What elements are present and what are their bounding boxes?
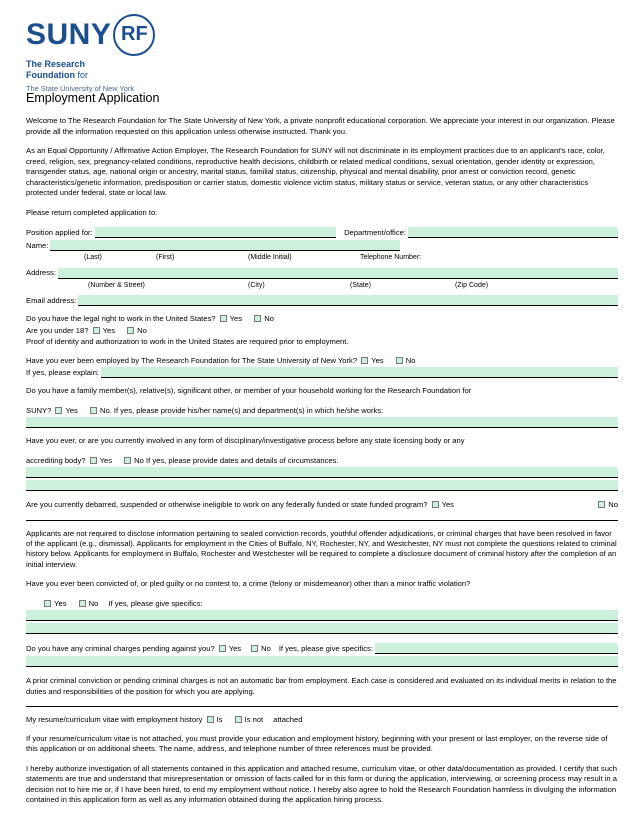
pending-yes-option[interactable] [217,644,241,654]
address-sub-number: (Number & Street) [88,281,145,289]
legal-right-yes-checkbox[interactable] [220,315,227,322]
prev-employed-no-option[interactable] [394,356,416,365]
name-label: Name: [26,240,49,250]
debarred-label: Are you currently debarred, suspended or otherwise ineligible to work on any federally funded or state funded program? [26,500,428,510]
convicted-no-label: No [88,598,99,608]
position-department-row [26,227,618,238]
resume-is-label: Is [216,715,223,725]
disciplinary-no-checkbox[interactable] [124,457,131,464]
under18-no-option[interactable] [125,326,147,335]
criminal-history-notice: Applicants are not required to disclose information pertaining to sealed conviction records, youthful offender adjudications, or criminal charges that have been resolved in favor of the applicant (e.g., dismissal). Applicants for employment in the Cities of Buffalo, NY, Rochester, NY, and Westchester, NY must not complete the questions related to criminal history below. Applicants for employment in Buffalo, Rochester and Westchester will be required to complete a disclosure document of criminal history after the completion of an initial interview. [26,528,617,569]
legal-right-no-label: No [264,314,274,324]
debarred-no-label: No [608,500,618,510]
divider-criminal-top [26,520,618,521]
suny-rf-logo [26,14,618,93]
name-sublabels [26,253,618,263]
logo-foundation-text: Foundation [26,69,75,80]
prev-employed-yes-option[interactable] [359,356,383,365]
criminal-footer-note: A prior criminal conviction or pending criminal charges is not an automatic bar from employment. Each case is considered and evaluated on its individual merits in relation to the duties and responsibilities of the position for which you are applying. [26,676,617,696]
convicted-no-checkbox[interactable] [79,600,86,607]
suny-wordmark: SUNY [26,18,112,51]
pending-yes-label: Yes [228,643,242,653]
previously-employed-question [26,356,618,366]
name-input[interactable] [50,240,400,251]
prev-employed-yes-checkbox[interactable] [361,357,368,364]
convicted-specifics-label: If yes, please give specifics: [108,598,203,608]
department-label: Department/office: [344,227,406,237]
address-sub-state: (State) [350,281,372,289]
prev-employed-no-checkbox[interactable] [396,357,403,364]
email-input[interactable] [78,295,618,306]
logo-subtitle [26,59,618,81]
name-sub-middle: (Middle Initial) [248,254,292,261]
family-yes-label: Yes [65,405,78,415]
under18-no-checkbox[interactable] [127,327,134,334]
prev-employed-no-label: No [405,355,416,365]
disciplinary-yes-label: Yes [99,455,113,465]
pending-no-option[interactable] [249,644,271,654]
disciplinary-no-option[interactable] [122,456,338,465]
position-input[interactable] [95,227,336,238]
disciplinary-yes-option[interactable] [88,456,112,465]
eeo-paragraph: As an Equal Opportunity / Affirmative Action Employer, The Research Foundation for SUNY will not discriminate in its employment practices due to an applicant's race, color, creed, religion, sex, pregnancy-related conditions, reproductive health decisions, childbirth or related medical conditions, sexual orientation, gender identity or expression, transgender status, age, national origin or ancestry, marital status, familial status, citizenship, physical and mental disability, prior arrest or conviction record, genetic characteristics/genetic information, predisposition or carrier status, domestic violence victim status, military status or service, veteran status, or any other characteristics protected under federal, state or local law. [26,146,605,198]
intro-paragraph: Welcome to The Research Foundation for The State University of New York, a private nonprofit educational corporation. We appreciate your interest in our organization. Please provide all the information requested on this application unless otherwise instructed. Thank you. [26,116,615,136]
pending-specifics-input-2[interactable] [26,656,618,667]
telephone-label: Telephone Number: [360,254,422,261]
certification-paragraph: I hereby authorize investigation of all statements contained in this application and attached resume, curriculum vitae, or other data/documentation as provided. I certify that such statements are true and understand that misrepresentation or omission of facts called for in this form or during the application, interviewing, or screening process may result in a decision not to hire me or, if I have been hired, to end my employment without notice. I hereby also agree to hold the Research Foundation harmless in divulging the information contained in this application form as well as any information obtained during the application hiring process. [26,763,617,805]
pending-charges-row [26,643,618,654]
resume-is-not-checkbox[interactable] [235,716,242,723]
department-input[interactable] [408,227,618,238]
pending-no-checkbox[interactable] [251,645,258,652]
prev-employed-yes-label: Yes [371,355,384,365]
previously-employed-label: Have you ever been employed by The Research Foundation for The State University of New York? [26,355,358,365]
logo-tagline: The State University of New York [26,83,135,93]
family-member-question-line2 [26,406,618,416]
prev-employed-explain-label: If yes, please explain: [26,367,100,377]
family-no-text: No. If yes, please provide his/her name(s) and department(s) in which he/she works: [99,405,384,415]
proof-of-identity-note: Proof of identity and authorization to work in the United States are required prior to employment. [26,337,349,347]
logo-subtitle-line1: The Research [26,59,86,69]
debarred-yes-option[interactable] [430,500,454,509]
legal-right-yes-option[interactable] [218,314,242,323]
email-label: Email address: [26,295,77,305]
resume-is-not-option[interactable] [233,715,264,724]
convicted-no-option[interactable] [77,599,99,608]
disciplinary-question-line2 [26,456,618,466]
convicted-answer-row [26,599,618,609]
address-sub-city: (City) [248,281,265,289]
disciplinary-details-input-2[interactable] [26,480,618,491]
convicted-yes-checkbox[interactable] [44,600,51,607]
legal-right-question [26,314,618,324]
legal-right-no-checkbox[interactable] [254,315,261,322]
address-sublabels [26,281,618,291]
legal-right-label: Do you have the legal right to work in the United States? [26,314,216,324]
disciplinary-details-input-1[interactable] [26,467,618,478]
under18-yes-checkbox[interactable] [93,327,100,334]
convicted-specifics-input-1[interactable] [26,610,618,621]
legal-right-yes-label: Yes [229,314,243,324]
address-label: Address: [26,268,56,278]
disciplinary-yes-checkbox[interactable] [90,457,97,464]
name-row-spacer [408,241,618,251]
legal-right-no-option[interactable] [252,314,274,323]
return-instruction: Please return completed application to: [26,207,158,217]
disciplinary-no-text: No If yes, please provide dates and details of circumstances. [134,455,339,465]
resume-is-option[interactable] [205,715,223,724]
convicted-specifics-input-2[interactable] [26,623,618,634]
debarred-no-checkbox[interactable] [598,501,605,508]
family-member-answer-input[interactable] [26,417,618,428]
under18-label: Are you under 18? [26,325,89,335]
name-sub-first: (First) [156,254,175,261]
resume-heading: My resume/curriculum vitae with employment history [26,715,203,725]
resume-is-not-label: Is not [244,715,264,725]
family-no-option[interactable] [88,406,383,415]
resume-attachment-row [26,715,618,725]
prev-employed-explain-input[interactable] [101,367,618,378]
family-yes-option[interactable] [53,406,77,415]
rf-circle-icon: RF [113,14,155,56]
family-no-checkbox[interactable] [90,407,97,414]
email-row [26,295,618,306]
resume-attached-label: attached [273,715,303,725]
address-row [26,268,618,279]
debarred-question [26,500,618,510]
disciplinary-question-line1: Have you ever, or are you currently involved in any form of disciplinary/investigative process before any state licensing body or any [26,436,465,446]
family-yes-checkbox[interactable] [55,407,62,414]
page-title: Employment Application [26,91,160,105]
pending-no-label: No [261,643,271,653]
address-sub-zip: (Zip Code) [455,281,489,289]
resume-is-checkbox[interactable] [207,716,214,723]
logo-wordmark-row [26,14,618,56]
name-sub-last: (Last) [84,254,102,261]
under18-question [26,326,618,336]
pending-charges-label: Do you have any criminal charges pending against you? [26,643,215,653]
logo-subtitle-line2 [26,70,618,81]
under18-yes-label: Yes [102,325,115,335]
address-input[interactable] [58,268,618,279]
name-row [26,240,618,251]
under18-yes-option[interactable] [91,326,115,335]
pending-specifics-label: If yes, please give specifics: [278,643,373,653]
convicted-yes-label: Yes [54,598,67,608]
resume-note: If your resume/curriculum vitae is not attached, you must provide your education and employment history, beginning with your present or last employer, on the reverse side of this application or on additional sheets. The name, address, and telephone number of three references must be provided. [26,733,608,754]
convicted-yes-option[interactable] [42,599,66,608]
debarred-yes-checkbox[interactable] [432,501,439,508]
position-label: Position applied for: [26,227,93,237]
logo-for-text: for [75,69,89,80]
debarred-yes-label: Yes [441,500,454,510]
pending-yes-checkbox[interactable] [219,645,226,652]
family-member-suny-label: SUNY? [26,405,52,415]
debarred-no-option[interactable] [596,500,618,510]
pending-specifics-input-1[interactable] [375,643,618,654]
divider-resume-top [26,706,618,707]
accrediting-body-label: accrediting body? [26,455,86,465]
under18-no-label: No [137,325,147,335]
convicted-question: Have you ever been convicted of, or pled guilty or no contest to, a crime (felony or misdemeanor) other than a minor traffic violation? [26,579,471,589]
prev-employed-explain-row [26,367,618,378]
family-member-question-line1: Do you have a family member(s), relative(s), significant other, or member of your household working for the Research Foundation for [26,386,472,396]
